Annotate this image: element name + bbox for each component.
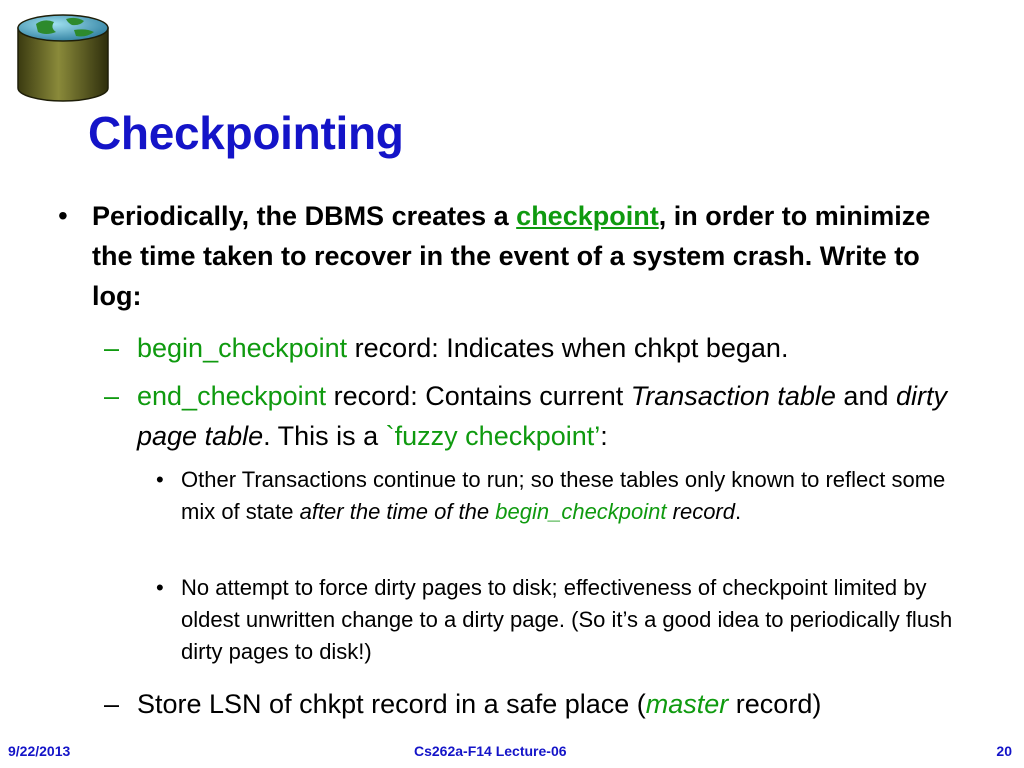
bullet-marker: • [156, 467, 164, 492]
bullet-text-part: Periodically, the DBMS creates a [92, 201, 517, 231]
sub-text-part: : [600, 421, 608, 451]
database-globe-icon [14, 10, 112, 104]
footer-course: Cs262a-F14 Lecture-06 [414, 743, 567, 759]
dash-marker: – [104, 381, 120, 411]
sub-text-part: and [835, 381, 896, 411]
sub-sub-bullet-text: No attempt to force dirty pages to disk; effectiveness of checkpoint limited by oldest unwritten change to a dirty page. (So it’s a good idea to periodically flush dirty pages to disk!) [181, 575, 953, 664]
dash-marker: – [104, 689, 120, 719]
footer-date: 9/22/2013 [8, 743, 71, 759]
master-term: master [645, 689, 729, 719]
checkpoint-link[interactable]: checkpoint [516, 201, 659, 231]
bullet-marker: • [156, 575, 164, 600]
slide-title: Checkpointing [88, 107, 404, 159]
sub-bullet-text [137, 376, 977, 456]
sub-text-part: . This is a [263, 421, 386, 451]
sub-text-part: Other Transactions continue to run; so these tables only known to reflect some mix of state [181, 467, 946, 524]
sub-text-part: Store LSN of chkpt record in a safe place ( [137, 689, 646, 719]
dash-marker: – [104, 333, 120, 363]
dirty-page-table-term: dirty page table [137, 381, 947, 451]
sub-sub-bullet-text [181, 464, 981, 528]
italic-text: after the time of the [299, 499, 496, 524]
sub-text-part: record) [728, 689, 822, 719]
sub-text-part: record: Indicates when chkpt began. [347, 333, 789, 363]
begin-checkpoint-term: begin_checkpoint [495, 499, 667, 524]
footer-page-number: 20 [996, 743, 1012, 759]
begin-checkpoint-term: begin_checkpoint [137, 333, 348, 363]
main-bullet-text [92, 196, 972, 316]
italic-text: record [666, 499, 735, 524]
bullet-marker: • [58, 200, 68, 231]
end-checkpoint-term: end_checkpoint [137, 381, 327, 411]
fuzzy-checkpoint-term: `fuzzy checkpoint’ [385, 421, 601, 451]
sub-text-part: record: Contains current [326, 381, 631, 411]
sub-bullet-text [137, 684, 977, 724]
sub-bullet-text [137, 328, 977, 368]
transaction-table-term: Transaction table [630, 381, 836, 411]
bullet-text-part: , in order to minimize the time taken to recover in the event of a system crash. Write to log: [92, 201, 931, 311]
sub-text-part: . [735, 499, 742, 524]
